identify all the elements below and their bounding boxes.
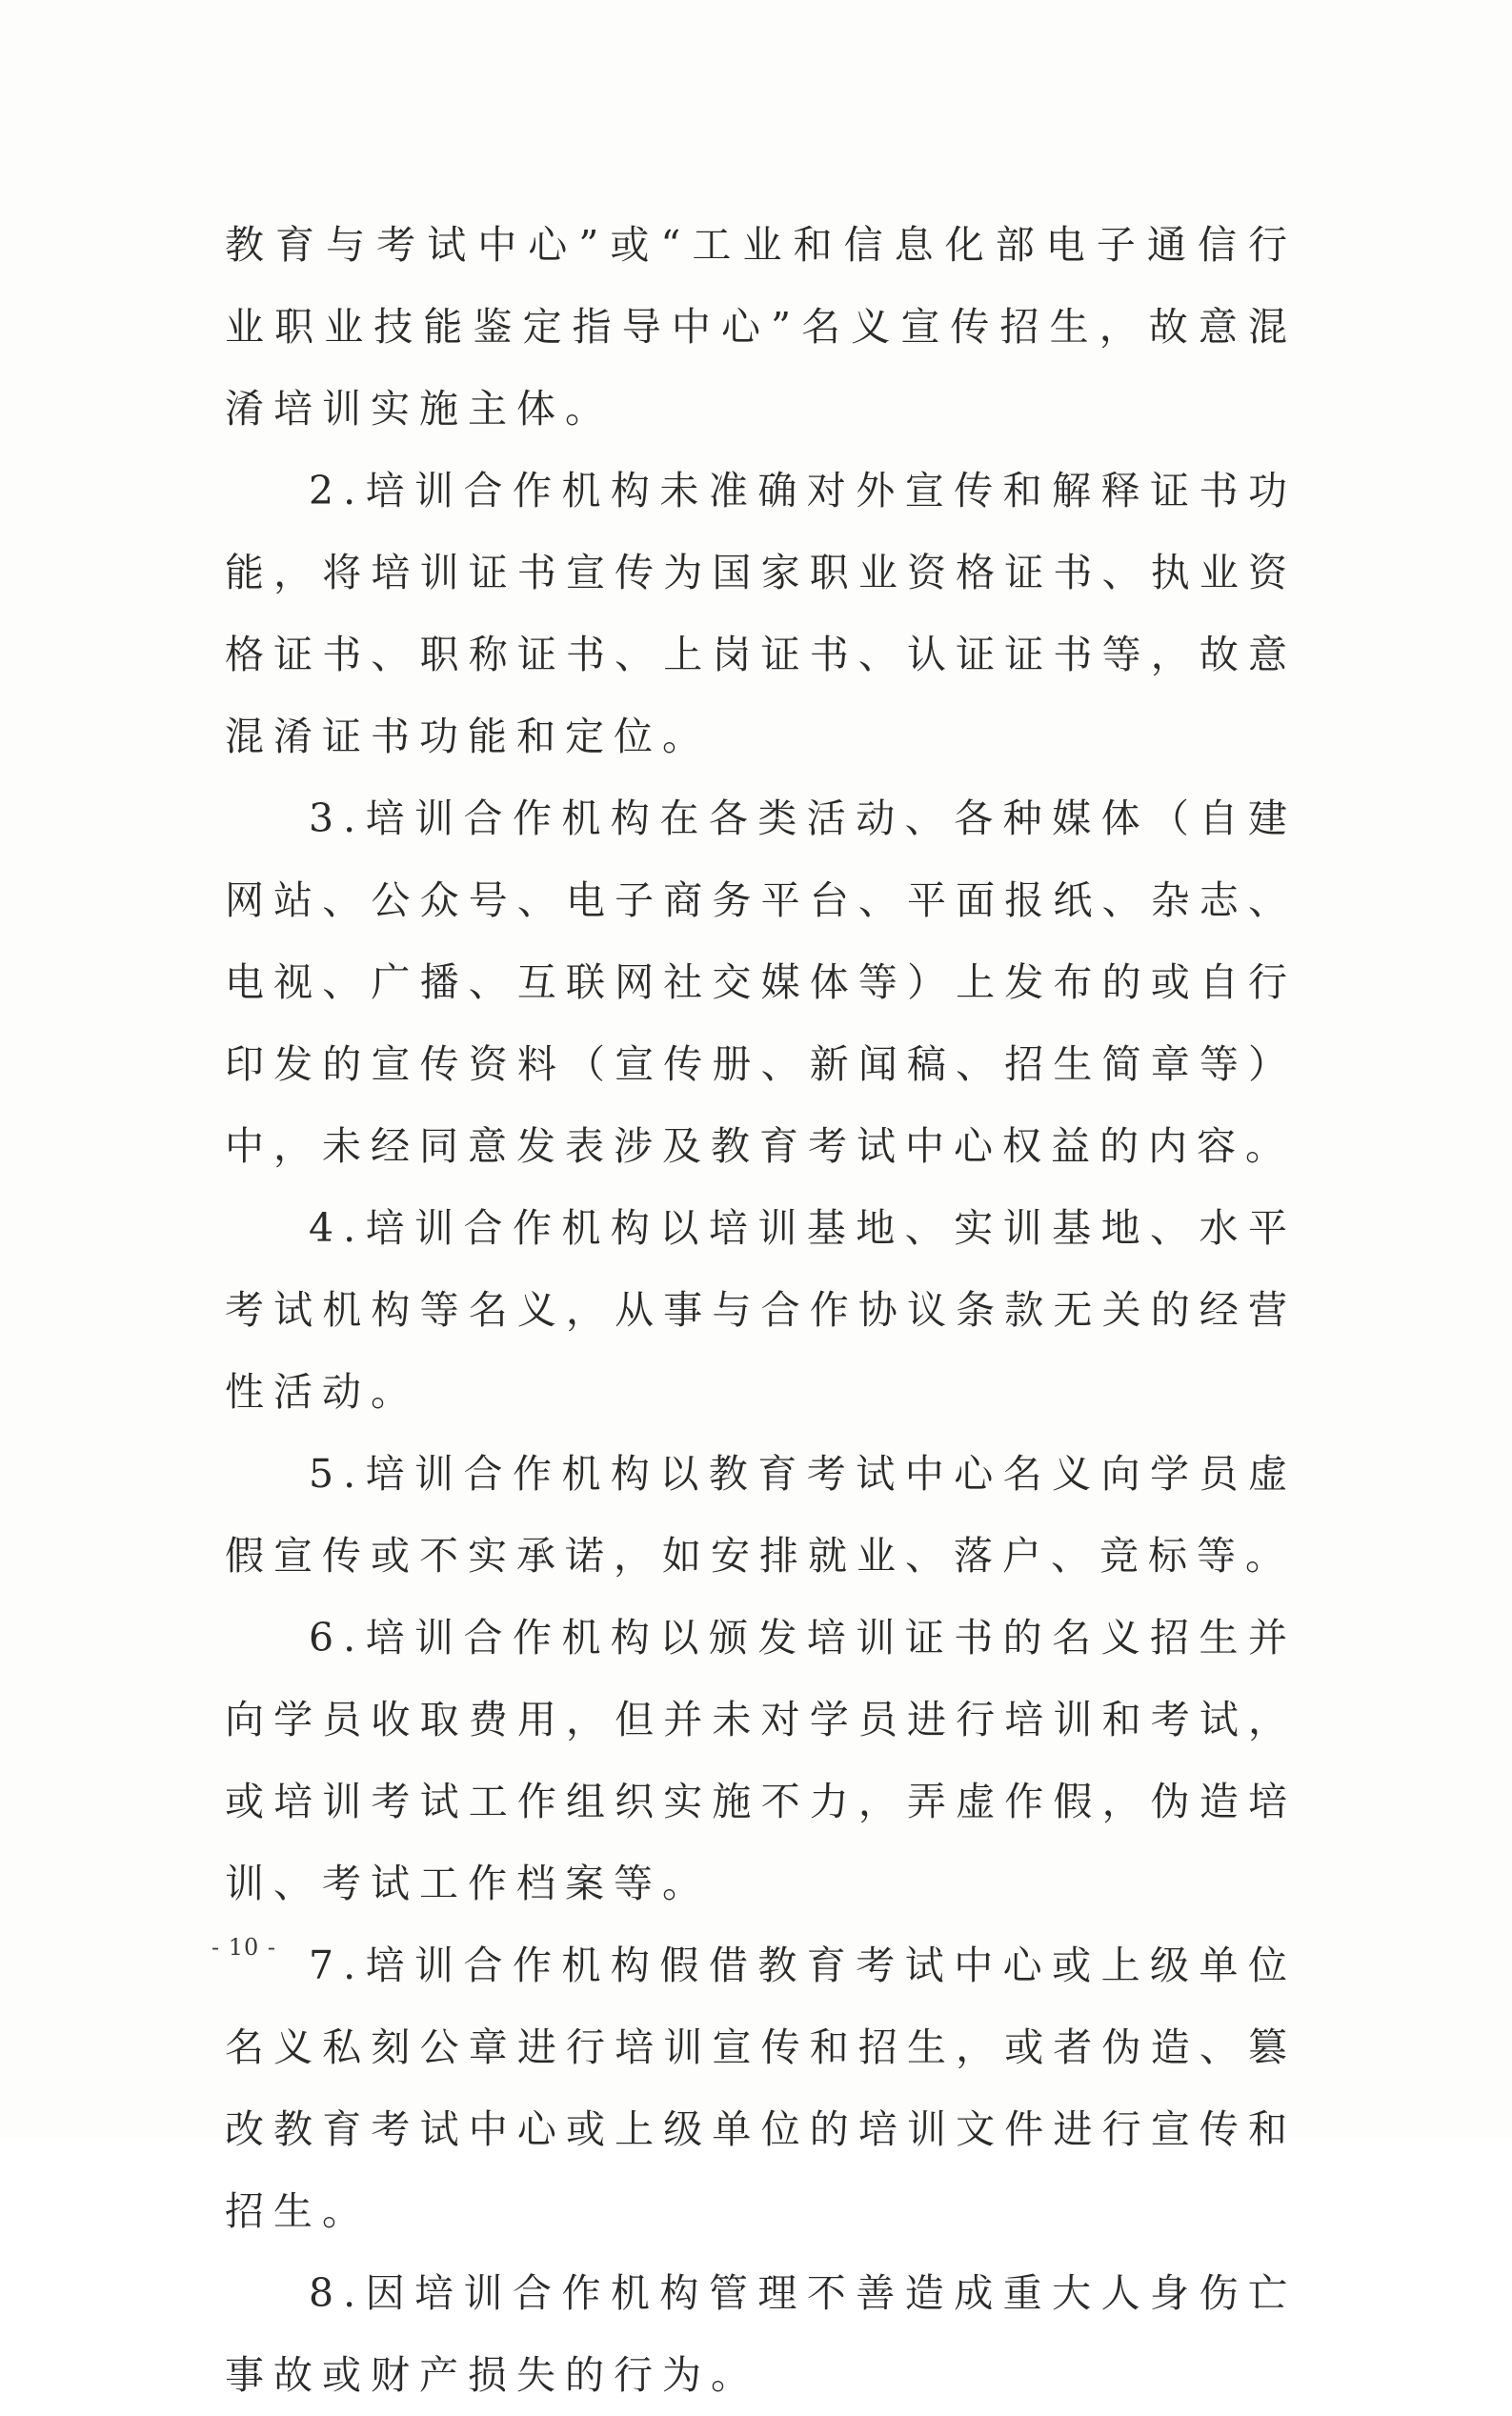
paragraph-item-8: 8.因培训合作机构管理不善造成重大人身伤亡事故或财产损失的行为。 (225, 2270, 1297, 2398)
document-body (225, 204, 1297, 2416)
paragraph-item-2: 2.培训合作机构未准确对外宣传和解释证书功能，将培训证书宣传为国家职业资格证书、执业资格证书、职称证书、上岗证书、认证证书等，故意混淆证书功能和定位。 (225, 468, 1297, 759)
paragraph-item-7: 7.培训合作机构假借教育考试中心或上级单位名义私刻公章进行培训宣传和招生，或者伪造、篡改教育考试中心或上级单位的培训文件进行宣传和招生。 (225, 1943, 1297, 2234)
page-number: - 10 - (212, 1934, 277, 1961)
paragraph-item-6: 6.培训合作机构以颁发培训证书的名义招生并向学员收取费用，但并未对学员进行培训和考试，或培训考试工作组织实施不力，弄虚作假，伪造培训、考试工作档案等。 (225, 1615, 1297, 1906)
paragraph-continuation: 教育与考试中心”或“工业和信息化部电子通信行业职业技能鉴定指导中心”名义宣传招生，故意混淆培训实施主体。 (225, 222, 1297, 432)
paragraph-item-5: 5.培训合作机构以教育考试中心名义向学员虚假宣传或不实承诺，如安排就业、落户、竞标等。 (225, 1451, 1297, 1579)
paragraph-item-3: 3.培训合作机构在各类活动、各种媒体（自建网站、公众号、电子商务平台、平面报纸、杂志、电视、广播、互联网社交媒体等）上发布的或自行印发的宣传资料（宣传册、新闻稿、招生简章等）中，未经同意发表涉及教育考试中心权益的内容。 (225, 795, 1297, 1169)
paragraph-item-4: 4.培训合作机构以培训基地、实训基地、水平考试机构等名义，从事与合作协议条款无关的经营性活动。 (225, 1205, 1297, 1415)
